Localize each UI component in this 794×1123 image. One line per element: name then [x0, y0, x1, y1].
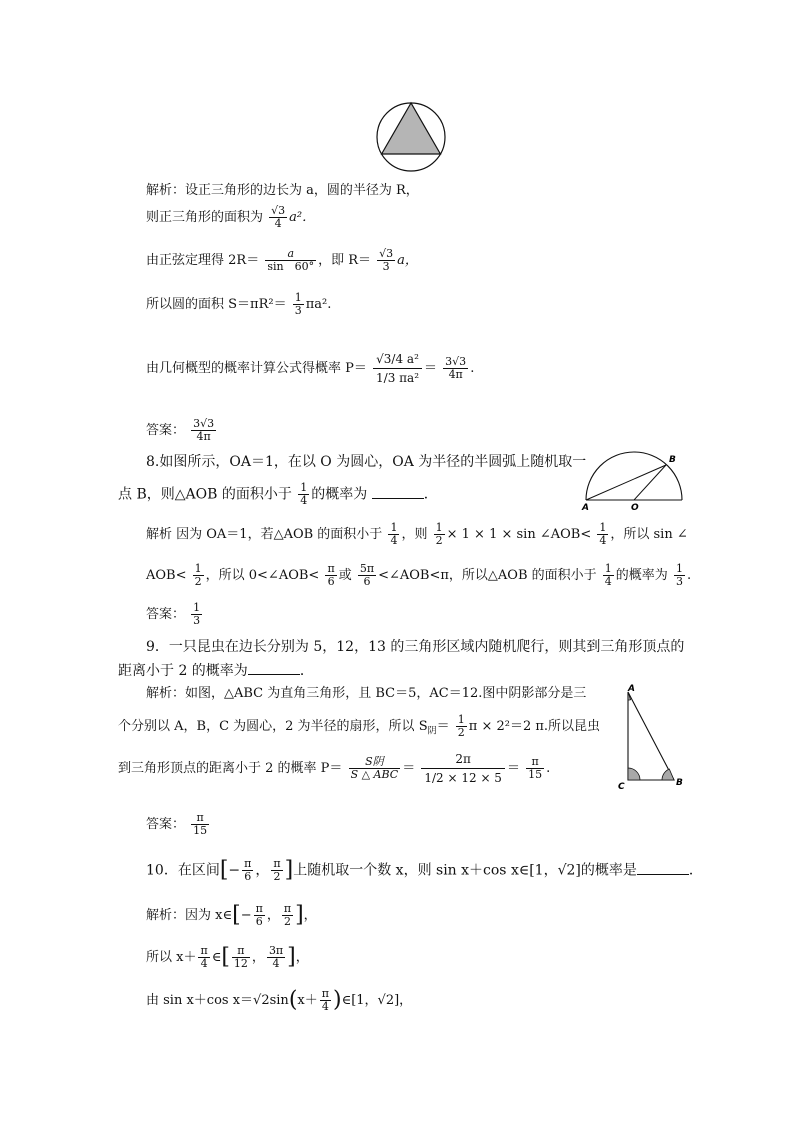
q9-line2: 距离小于 2 的概率为 ． — [118, 663, 314, 679]
q9-sol-line3: 到三角形顶点的距离小于 2 的概率 P＝ $\frac{\text{S阴}}{\text{S △ ABC}}$ ＝ $\frac{2\pi}{1/2 \times 12 \times 5}$ ＝ $\frac{\pi}{15}$ . — [118, 752, 551, 785]
q10-sol-line1: 解析：因为 x∈[− $\frac{\pi}{6}$ ， $\frac{\pi}{2}$ ]， — [146, 902, 317, 928]
q8-sol-line1: 解析 因为 OA＝1，若△AOB 的面积小于 $\frac{1}{4}$ ，则 $\frac{1}{2}$ × 1 × 1 × sin ∠AOB< $\frac{1}{4}$ ，所以 sin ∠ — [146, 521, 688, 547]
label-C: C — [618, 782, 625, 792]
q9-sol-line2: 个分别以 A，B，C 为圆心，2 为半径的扇形，所以 $S_阴=$ $\frac{1}{2}$ π × 2²＝2 π.所以昆虫 — [118, 713, 601, 739]
answer-blank — [637, 862, 689, 875]
q10-line1: 10．在区间[− $\frac{\pi}{6}$ ， $\frac{\pi}{2}$ ]上随机取一个数 x，则 sin x＋cos x∈[1，√2]的概率是 ． — [146, 857, 703, 883]
q9-sol-line1: 解析：如图，△ABC 为直角三角形，且 BC＝5，AC＝12.图中阴影部分是三 — [146, 686, 587, 701]
label-B: B — [676, 778, 683, 788]
semicircle-figure — [578, 448, 690, 514]
sol7-answer: 答案： $\frac{3√3}{4\pi}$ — [146, 417, 215, 443]
sol7-line3: 由正弦定理得 2R＝ $\frac{a}{\sin 60^\circ}$ ，即 R＝ $\frac{√3}{3}$ a， — [146, 247, 418, 273]
q10-sol-line3: 由 sin x＋cos x＝√2sin(x＋ $\frac{\pi}{4}$ )∈[1，√2]， — [146, 987, 413, 1013]
q8-line1: 8.如图所示，OA＝1，在以 O 为圆心，OA 为半径的半圆弧上随机取一 — [146, 454, 587, 470]
sol7-line1: 解析：设正三角形的边长为 a，圆的半径为 R， — [146, 183, 419, 198]
label-A: A — [582, 503, 589, 513]
answer-blank — [248, 662, 300, 675]
q8-answer: 答案： $\frac{1}{3}$ — [146, 601, 201, 627]
q10-sol-line2: 所以 x＋ $\frac{\pi}{4}$ ∈[ $\frac{\pi}{12}$ ， $\frac{3\pi}{4}$ ]， — [146, 944, 309, 970]
label-B: B — [669, 455, 676, 465]
sol7-line5: 由几何概型的概率计算公式得概率 P＝ $\frac{\text{√3/4 a²}}{\text{1/3 πa²}}$ ＝ $\frac{3√3}{4\pi}$ . — [146, 352, 475, 385]
q8-line2: 点 B，则△AOB 的面积小于 $\frac{1}{4}$ 的概率为 ． — [118, 481, 438, 507]
right-triangle-figure — [612, 684, 684, 792]
answer-blank — [372, 486, 424, 499]
label-A: A — [628, 684, 635, 694]
label-O: O — [631, 503, 639, 513]
circle-triangle-figure — [374, 100, 448, 174]
sol7-line4: 所以圆的面积 S＝πR²＝ $\frac{1}{3}$ πa². — [146, 291, 332, 317]
sol7-line2: 则正三角形的面积为 $\frac{√3}{4}$ a²． — [146, 204, 316, 230]
q8-sol-line2: AOB< $\frac{1}{2}$ ，所以 0<∠AOB< $\frac{\pi}{6}$ 或 $\frac{5\pi}{6}$ <∠AOB<π，所以△AOB 的面积小于 $\frac{1}{4}$ 的概率为 $\frac{1}{3}$ . — [146, 562, 692, 588]
q9-answer: 答案： $\frac{\pi}{15}$ — [146, 811, 208, 837]
q9-line1: 9．一只昆虫在边长分别为 5，12，13 的三角形区域内随机爬行，则其到三角形顶点的 — [146, 639, 685, 655]
